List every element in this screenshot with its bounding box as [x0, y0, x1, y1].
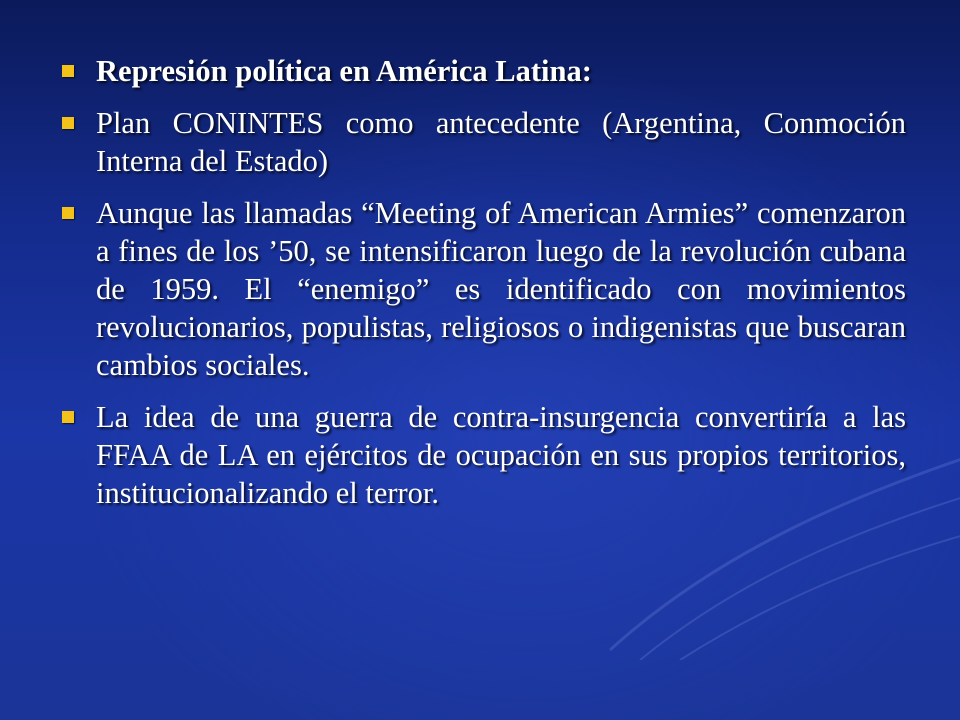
slide-content: [60, 52, 906, 526]
square-bullet-icon: [62, 65, 74, 77]
square-bullet-icon: [62, 117, 74, 129]
square-bullet-icon: [62, 411, 74, 423]
bullet-item-counterinsurgency: [60, 398, 906, 512]
bullet-item-title: [60, 52, 906, 90]
bullet-text: Plan CONINTES como antecedente (Argentina, Conmoción Interna del Estado): [96, 106, 906, 178]
bullet-text: Represión política en América Latina:: [96, 54, 592, 88]
bullet-item-meeting-armies: [60, 194, 906, 384]
bullet-text: Aunque las llamadas “Meeting of American Armies” comenzaron a fines de los ’50, se intensificaron luego de la revolución cubana de 1959. El “enemigo” es identificado con movimientos revolucionarios, populistas, religiosos o indigenistas que buscaran cambios sociales.: [96, 196, 906, 382]
bullet-text: La idea de una guerra de contra-insurgencia convertiría a las FFAA de LA en ejércitos de ocupación en sus propios territorios, institucionalizando el terror.: [96, 400, 906, 510]
square-bullet-icon: [62, 207, 74, 219]
bullet-item-conintes: [60, 104, 906, 180]
